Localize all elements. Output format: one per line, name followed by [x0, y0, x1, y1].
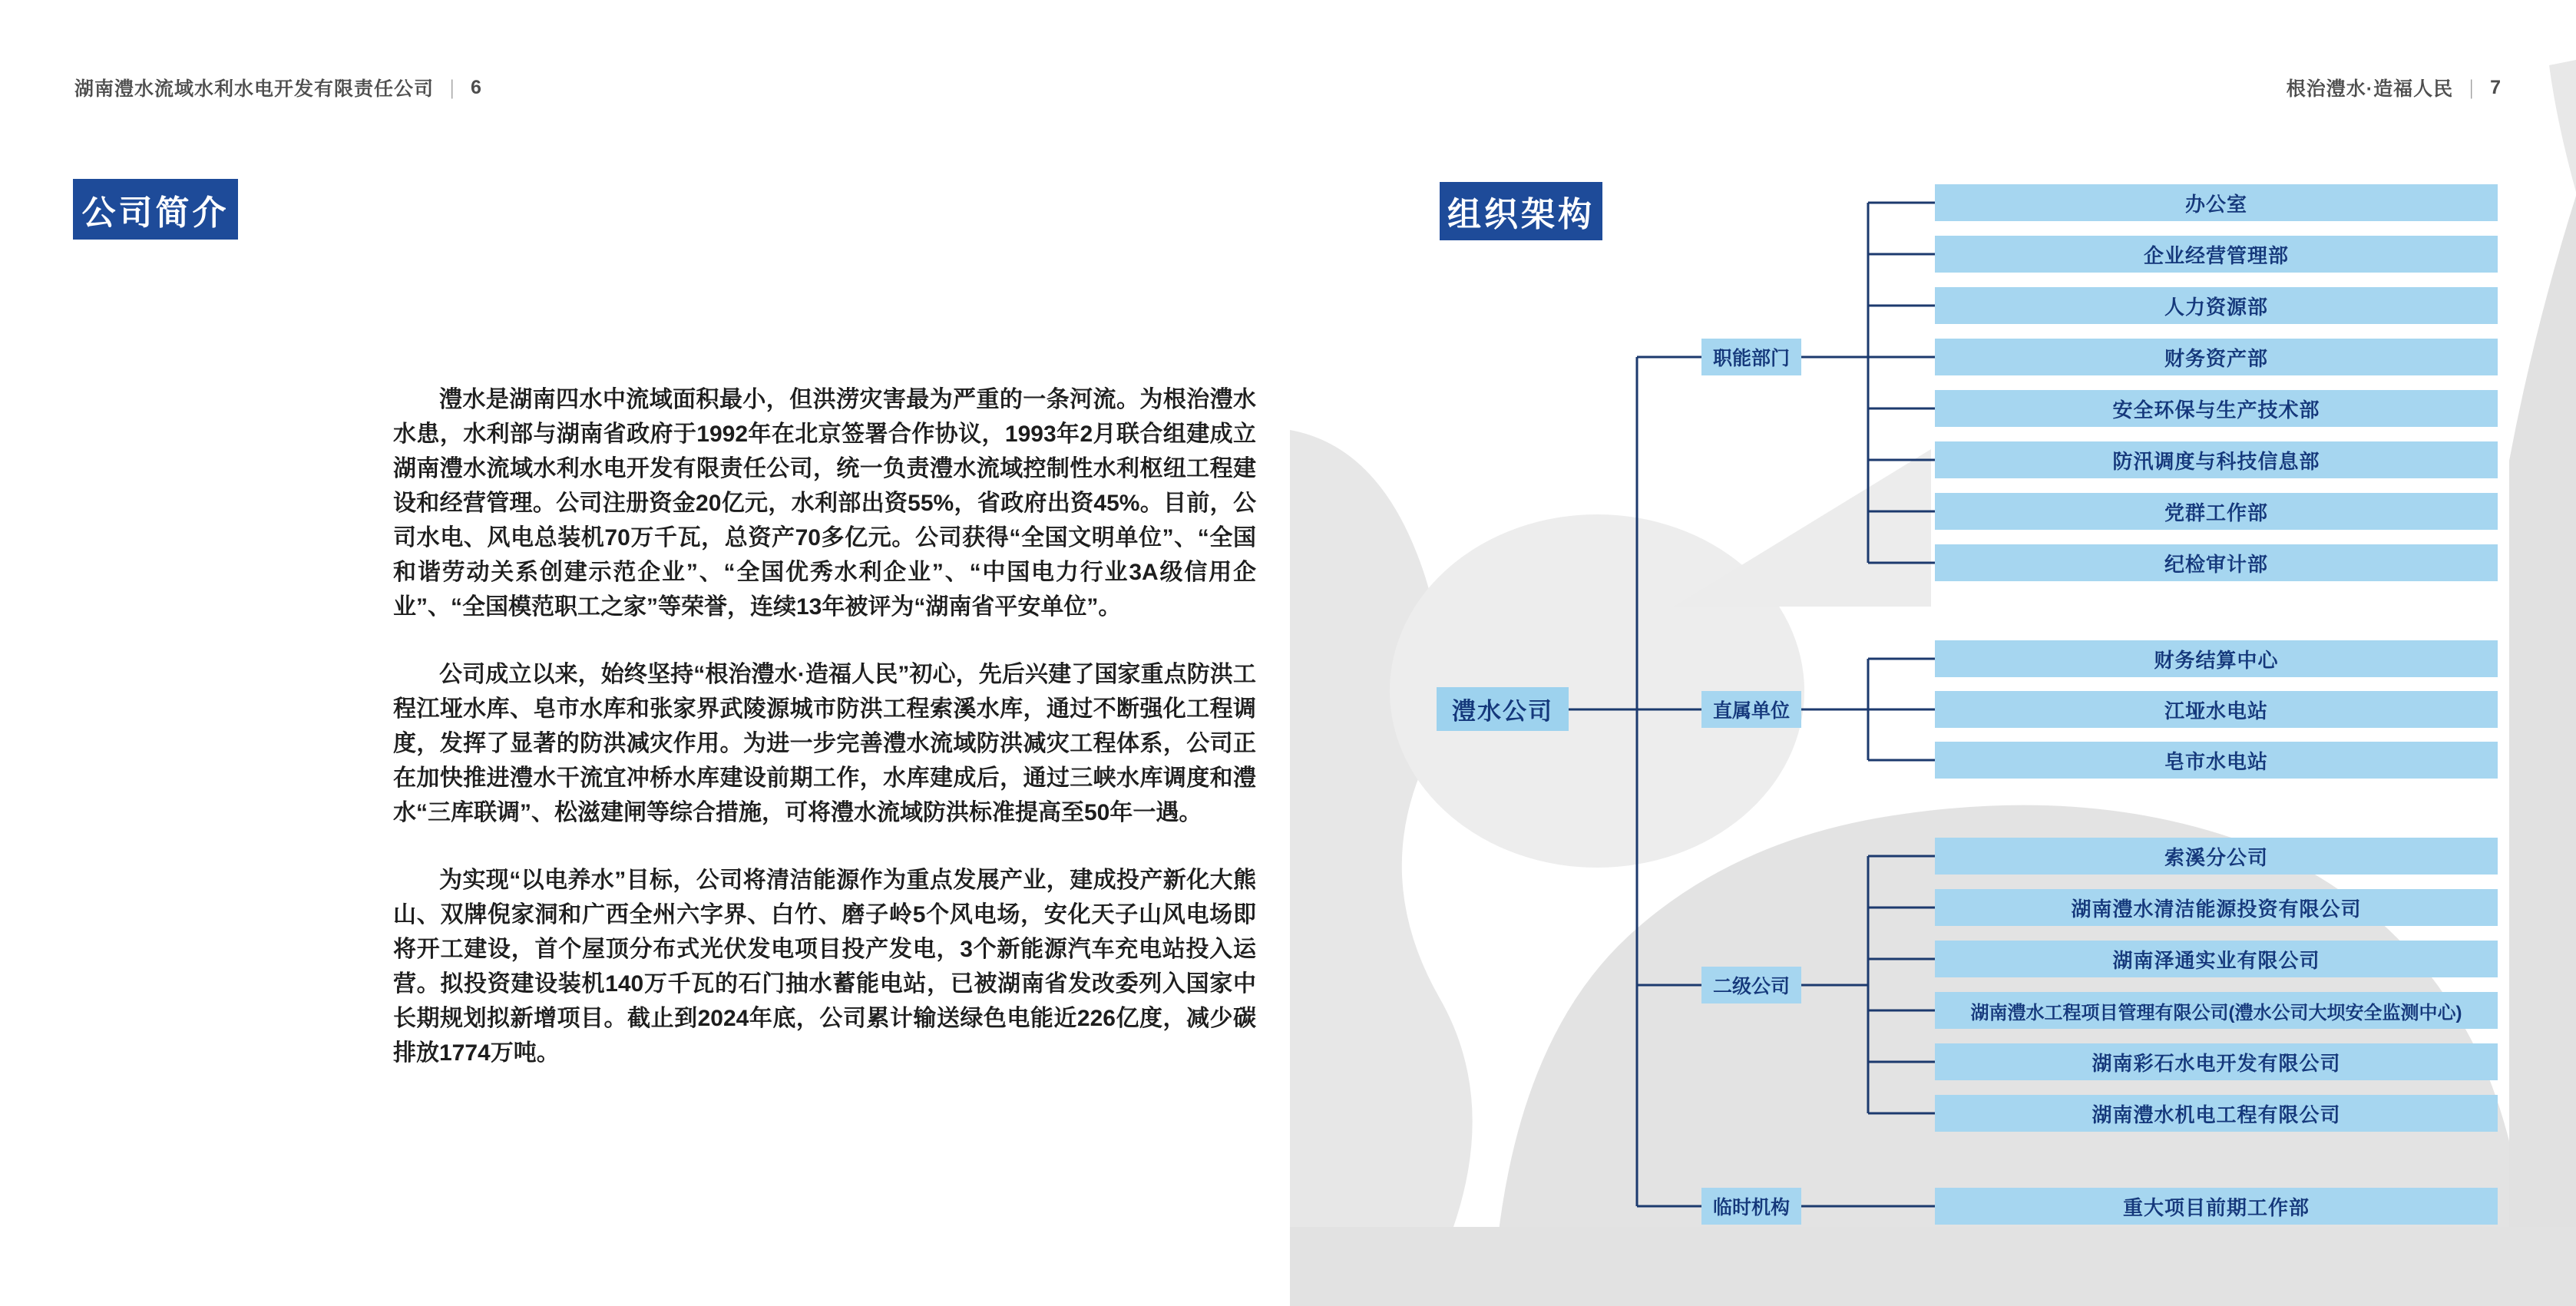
intro-paragraph: 为实现“以电养水”目标，公司将清洁能源作为重点发展产业，建成投产新化大熊山、双牌倪家洞和广西全州六字界、白竹、磨子岭5个风电场，安化天子山风电场即将开工建设，首个屋顶分布式光伏发电项目投产发电，3个新能源汽车充电站投入运营。拟投资建设装机140万千瓦的石门抽水蓄能电站，已被湖南省发改委列入国家中长期规划拟新增项目。截止到2024年底，公司累计输送绿色电能近226亿度，减少碳排放1774万吨。 — [393, 868, 1256, 1066]
page-number: 7 — [2490, 76, 2502, 98]
org-box: 江垭水电站 — [1935, 691, 2498, 728]
org-box: 皂市水电站 — [1935, 742, 2498, 779]
org-box: 防汛调度与科技信息部 — [1935, 441, 2498, 478]
header-separator: | — [450, 75, 455, 99]
org-group-label-temporary-organs: 临时机构 — [1701, 1188, 1801, 1225]
org-box: 党群工作部 — [1935, 493, 2498, 530]
org-box: 湖南澧水工程项目管理有限公司(澧水公司大坝安全监测中心) — [1935, 992, 2498, 1029]
org-box: 财务资产部 — [1935, 339, 2498, 375]
company-name-header: 湖南澧水流域水利水电开发有限责任公司 — [74, 78, 435, 100]
org-box: 人力资源部 — [1935, 287, 2498, 324]
org-box: 财务结算中心 — [1935, 640, 2498, 677]
page-header-left — [74, 74, 482, 101]
header-separator: | — [2469, 75, 2474, 99]
org-box: 企业经营管理部 — [1935, 236, 2498, 273]
org-box: 湖南澧水清洁能源投资有限公司 — [1935, 889, 2498, 926]
org-box: 湖南澧水机电工程有限公司 — [1935, 1095, 2498, 1132]
org-box: 索溪分公司 — [1935, 838, 2498, 875]
page-header-right — [2287, 74, 2502, 101]
org-box: 湖南泽通实业有限公司 — [1935, 941, 2498, 977]
org-box: 安全环保与生产技术部 — [1935, 390, 2498, 427]
slogan-header: 根治澧水·造福人民 — [2286, 78, 2454, 100]
org-group-label-secondary-companies: 二级公司 — [1701, 967, 1801, 1003]
section-title-company-intro: 公司简介 — [73, 179, 238, 240]
org-box: 纪检审计部 — [1935, 544, 2498, 581]
org-box: 重大项目前期工作部 — [1935, 1188, 2498, 1225]
org-group-label-direct-units: 直属单位 — [1701, 691, 1801, 728]
org-box: 办公室 — [1935, 184, 2498, 221]
org-box: 湖南彩石水电开发有限公司 — [1935, 1043, 2498, 1080]
intro-paragraph: 公司成立以来，始终坚持“根治澧水·造福人民”初心，先后兴建了国家重点防洪工程江垭水库、皂市水库和张家界武陵源城市防洪工程索溪水库，通过不断强化工程调度，发挥了显著的防洪减灾作用。为进一步完善澧水流域防洪减灾工程体系，公司正在加快推进澧水干流宜冲桥水库建设前期工作，水库建成后，通过三峡水库调度和澧水“三库联调”、松滋建闸等综合措施，可将澧水流域防洪标准提高至50年一遇。 — [393, 662, 1256, 825]
company-intro-text — [393, 382, 1256, 1103]
section-title-org-structure: 组织架构 — [1440, 182, 1602, 240]
intro-paragraph: 澧水是湖南四水中流域面积最小，但洪涝灾害最为严重的一条河流。为根治澧水水患，水利部与湖南省政府于1992年在北京签署合作协议，1993年2月联合组建成立湖南澧水流域水利水电开发有限责任公司，统一负责澧水流域控制性水利枢纽工程建设和经营管理。公司注册资金20亿元，水利部出资55%，省政府出资45%。目前，公司水电、风电总装机70万千瓦，总资产70多亿元。公司获得“全国文明单位”、“全国和谐劳动关系创建示范企业”、“全国优秀水利企业”、“中国电力行业3A级信用企业”、“全国模范职工之家”等荣誉，连续13年被评为“湖南省平安单位”。 — [393, 387, 1256, 620]
org-root-node: 澧水公司 — [1437, 687, 1569, 731]
page-number: 6 — [471, 76, 482, 98]
org-group-label-functional-departments: 职能部门 — [1701, 339, 1801, 375]
